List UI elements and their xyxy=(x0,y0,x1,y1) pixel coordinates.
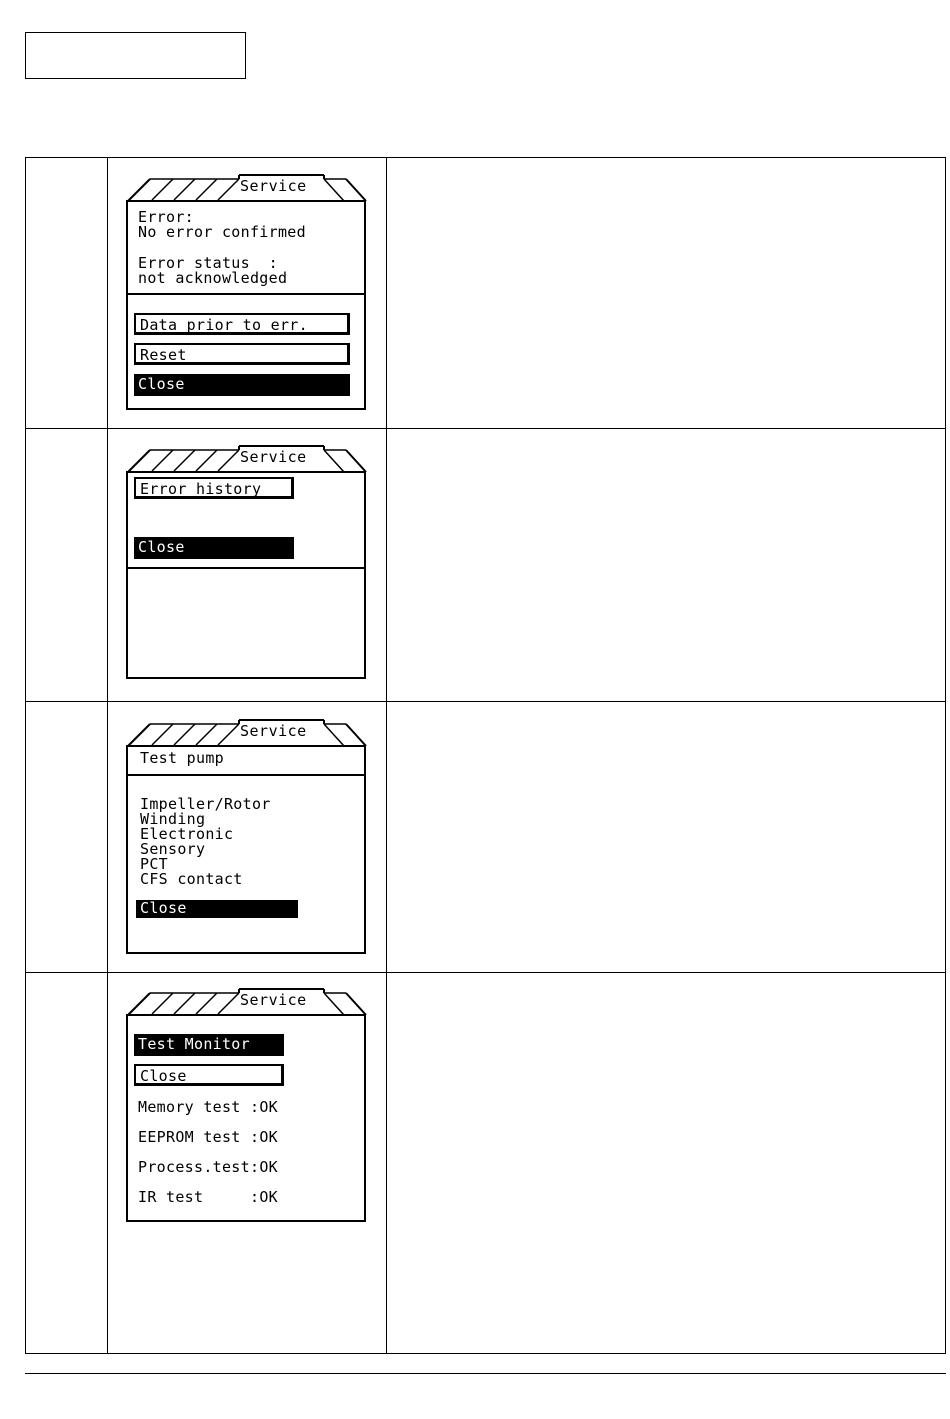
test-name: IR test xyxy=(138,1188,250,1206)
screen-title: Service xyxy=(240,448,307,466)
process-test-row xyxy=(138,1160,278,1175)
reset-button[interactable]: Reset xyxy=(134,343,350,365)
test-pump-header: Test pump xyxy=(140,749,224,767)
list-item[interactable]: Sensory xyxy=(140,840,206,858)
error-status-label: Error status : xyxy=(138,254,278,272)
test-result: :OK xyxy=(249,1188,278,1206)
header-box xyxy=(25,32,246,79)
ir-test-row xyxy=(138,1190,278,1205)
service-menu-table xyxy=(25,157,946,1354)
close-button[interactable]: Close xyxy=(134,1064,284,1086)
description-cell xyxy=(387,158,946,429)
screen-divider xyxy=(128,774,364,776)
screen-cell xyxy=(108,429,387,702)
list-item[interactable]: Electronic xyxy=(140,825,234,843)
list-item[interactable]: Impeller/Rotor xyxy=(140,795,271,813)
screen-frame xyxy=(126,745,366,954)
list-item[interactable]: Winding xyxy=(140,810,206,828)
service-screen-history xyxy=(126,445,366,681)
test-name: Process.test xyxy=(138,1158,250,1176)
error-history-button[interactable]: Error history xyxy=(134,477,294,499)
screen-title: Service xyxy=(240,177,307,195)
step-cell xyxy=(26,702,108,973)
error-label: Error: xyxy=(138,208,194,226)
memory-test-row xyxy=(138,1100,278,1115)
test-name: Memory test xyxy=(138,1098,250,1116)
close-button[interactable]: Close xyxy=(134,537,294,559)
table-row xyxy=(26,702,946,973)
step-cell xyxy=(26,429,108,702)
screen-frame xyxy=(126,471,366,679)
description-cell xyxy=(387,973,946,1354)
close-button[interactable]: Close xyxy=(134,374,350,396)
screen-divider xyxy=(128,567,364,569)
screen-cell xyxy=(108,158,387,429)
data-prior-to-error-button[interactable]: Data prior to err. xyxy=(134,313,350,335)
screen-title: Service xyxy=(240,722,307,740)
screen-title: Service xyxy=(240,991,307,1009)
error-value: No error confirmed xyxy=(138,223,306,241)
table-row xyxy=(26,973,946,1354)
service-screen-test-monitor xyxy=(126,988,366,1224)
screen-divider xyxy=(128,293,364,295)
screen-cell xyxy=(108,702,387,973)
screen-frame xyxy=(126,1014,366,1222)
test-name: EEPROM test xyxy=(138,1128,250,1146)
test-result: :OK xyxy=(249,1158,278,1176)
test-result: :OK xyxy=(249,1098,278,1116)
close-button[interactable]: Close xyxy=(136,900,298,918)
step-cell xyxy=(26,158,108,429)
service-screen-error xyxy=(126,174,366,410)
table-row xyxy=(26,158,946,429)
step-cell xyxy=(26,973,108,1354)
list-item[interactable]: CFS contact xyxy=(140,870,243,888)
table-row xyxy=(26,429,946,702)
list-item[interactable]: PCT xyxy=(140,855,168,873)
test-result: :OK xyxy=(249,1128,278,1146)
eeprom-test-row xyxy=(138,1130,278,1145)
service-screen-test-pump xyxy=(126,719,366,955)
screen-frame xyxy=(126,200,366,410)
screen-cell xyxy=(108,973,387,1354)
test-monitor-button[interactable]: Test Monitor xyxy=(134,1034,284,1056)
error-status-value: not acknowledged xyxy=(138,269,288,287)
description-cell xyxy=(387,702,946,973)
footer-rule xyxy=(25,1373,946,1374)
description-cell xyxy=(387,429,946,702)
